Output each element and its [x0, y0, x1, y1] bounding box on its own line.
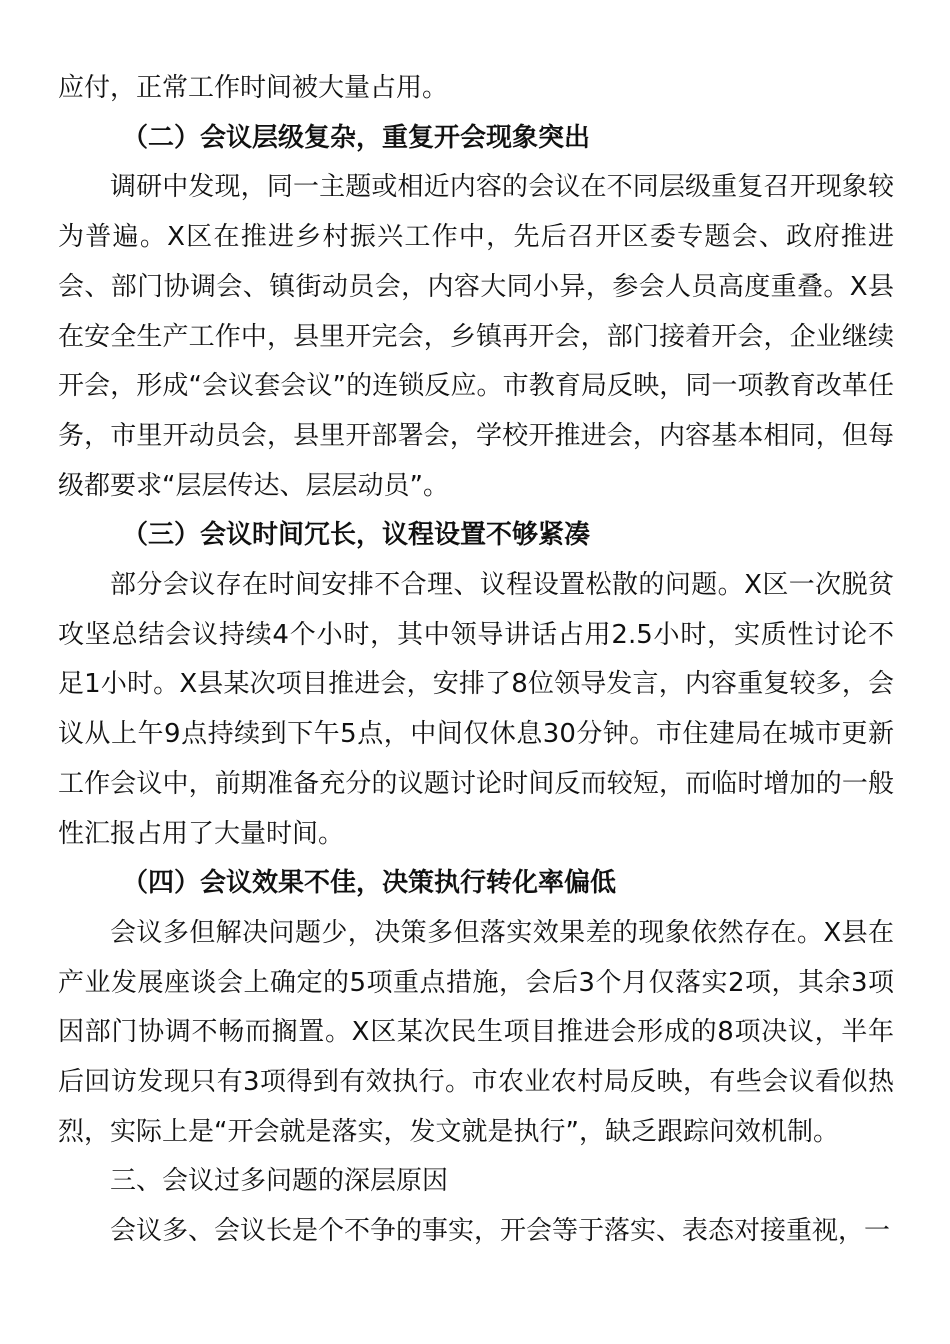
paragraph-meeting-effectiveness: 会议多但解决问题少，决策多但落实效果差的现象依然存在。X县在产业发展座谈会上确定的5项重点措施，会后3个月仅落实2项，其余3项因部门协调不畅而搁置。X区某次民生项目推进会形成的8项决议，半年后回访发现只有3项得到有效执行。市农业农村局反映，有些会议看似热烈，实际上是“开会就是落实，发文就是执行”，缺乏跟踪问效机制。 — [58, 917, 894, 1147]
paragraph-root-causes: 会议多、会议长是个不争的事实，开会等于落实、表态对接重视，一 — [110, 1216, 891, 1247]
paragraph-continuation: 应付，正常工作时间被大量占用。 — [58, 73, 449, 103]
subheading-4: （四）会议效果不佳，决策执行转化率偏低 — [122, 868, 617, 899]
section-heading-3: 三、会议过多问题的深层原因 — [110, 1166, 449, 1197]
paragraph-repeated-meetings: 调研中发现，同一主题或相近内容的会议在不同层级重复召开现象较为普遍。X区在推进乡村振兴工作中，先后召开区委专题会、政府推进会、部门协调会、镇街动员会，内容大同小异，参会人员高度重叠。X县在安全生产工作中，县里开完会，乡镇再开会，部门接着开会，企业继续开会，形成“会议套会议”的连锁反应。市教育局反映，同一项教育改革任务，市里开动员会，县里开部署会，学校开推进会，内容基本相同，但每级都要求“层层传达、层层动员”。 — [58, 172, 894, 501]
subheading-3: （三）会议时间冗长，议程设置不够紧凑 — [122, 520, 591, 551]
subheading-2: （二）会议层级复杂，重复开会现象突出 — [122, 122, 591, 153]
paragraph-meeting-length: 部分会议存在时间安排不合理、议程设置松散的问题。X区一次脱贫攻坚总结会议持续4个小时，其中领导讲话占用2.5小时，实质性讨论不足1小时。X县某次项目推进会，安排了8位领导发言，内容重复较多，会议从上午9点持续到下午5点，中间仅休息30分钟。市住建局在城市更新工作会议中，前期准备充分的议题讨论时间反而较短，而临时增加的一般性汇报占用了大量时间。 — [58, 570, 894, 849]
